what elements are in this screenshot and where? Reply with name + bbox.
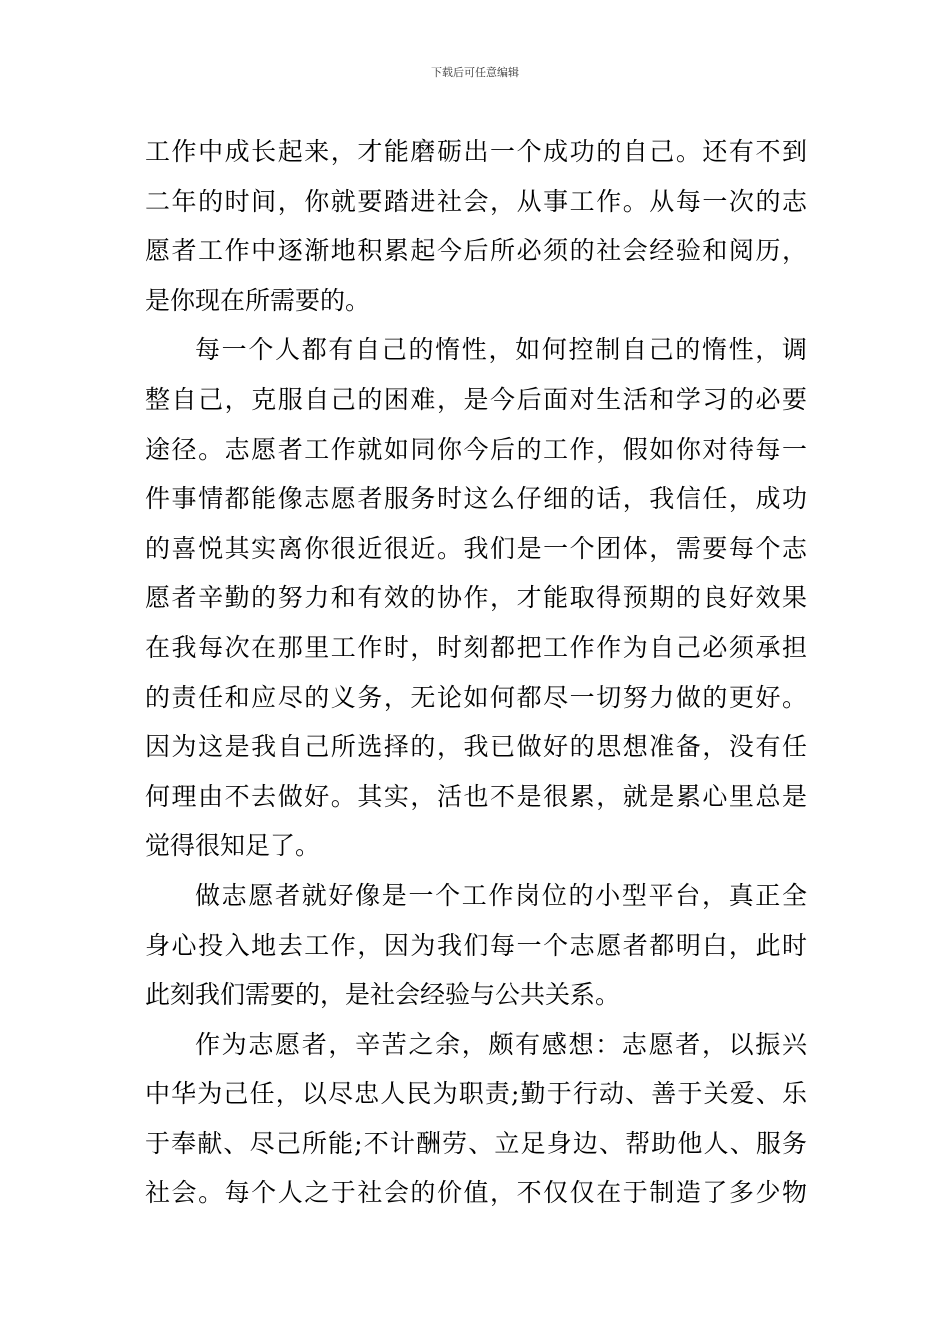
text-line: 件事情都能像志愿者服务时这么仔细的话，我信任，成功 [145, 484, 807, 514]
paragraph [145, 871, 807, 1020]
text-line: 工作中成长起来，才能磨砺出一个成功的自己。还有不到 [145, 137, 807, 166]
paragraph [145, 325, 807, 871]
paragraph [145, 1020, 807, 1218]
text-line: 作为志愿者，辛苦之余，颇有感想：志愿者，以振兴 [195, 1029, 807, 1059]
text-line: 二年的时间，你就要踏进社会，从事工作。从每一次的志 [145, 186, 807, 216]
text-line: 此刻我们需要的，是社会经验与公共关系。 [145, 980, 621, 1010]
text-line: 每一个人都有自己的惰性，如何控制自己的惰性，调 [195, 335, 807, 365]
text-line: 身心投入地去工作，因为我们每一个志愿者都明白，此时 [145, 930, 807, 960]
text-line: 愿者工作中逐渐地积累起今后所必须的社会经验和阅历， [145, 236, 807, 266]
text-line: 愿者辛勤的努力和有效的协作，才能取得预期的良好效果 [145, 583, 807, 613]
text-line: 何理由不去做好。其实，活也不是很累，就是累心里总是 [145, 781, 807, 811]
text-line: 的喜悦其实离你很近很近。我们是一个团体，需要每个志 [145, 533, 807, 563]
paragraph [145, 127, 807, 325]
text-line: 的责任和应尽的义务，无论如何都尽一切努力做的更好。 [145, 682, 807, 712]
body-text [145, 127, 807, 1218]
text-line: 中华为己任，以尽忠人民为职责;勤于行动、善于关爱、乐 [145, 1079, 807, 1109]
text-line: 是你现在所需要的。 [145, 285, 371, 315]
text-line: 整自己，克服自己的困难，是今后面对生活和学习的必要 [145, 384, 807, 414]
text-line: 途径。志愿者工作就如同你今后的工作，假如你对待每一 [145, 434, 807, 464]
text-line: 做志愿者就好像是一个工作岗位的小型平台，真正全 [195, 880, 807, 910]
page-header-note: 下载后可任意编辑 [431, 66, 519, 79]
text-line: 在我每次在那里工作时，时刻都把工作作为自己必须承担 [145, 632, 807, 662]
text-line: 觉得很知足了。 [145, 831, 321, 861]
text-line: 于奉献、尽己所能;不计酬劳、立足身边、帮助他人、服务 [145, 1128, 807, 1158]
text-line: 因为这是我自己所选择的，我已做好的思想准备，没有任 [145, 732, 807, 762]
text-line: 社会。每个人之于社会的价值，不仅仅在于制造了多少物 [145, 1178, 807, 1208]
